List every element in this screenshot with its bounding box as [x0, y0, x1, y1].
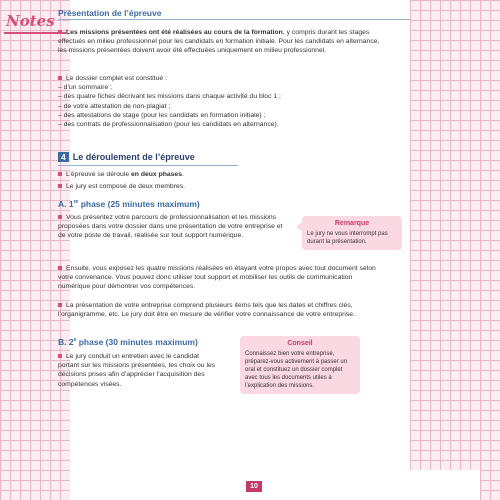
callout-pointer — [296, 222, 302, 232]
right-grid-margin — [410, 0, 500, 500]
phase-a-text-2: Ensuite, vous exposez les quatre missions réalisées en étayant votre propos avec tout document selon votre convenance. Vous pouvez donc utiliser tout support et mobiliser les outils de communication numérique pour démontrer vos compétences. — [58, 265, 376, 291]
phase-a-paragraph-2 — [58, 264, 386, 292]
page-number: 10 — [246, 481, 262, 492]
phase-b-text: Le jury conduit un entretien avec le candidat portant sur les missions présentées, les choix ou les décisions prises afin d’apprécier l’acquisition des compétences visées. — [58, 353, 216, 388]
bullet-icon — [58, 302, 66, 309]
conseil-title: Conseil — [287, 340, 313, 347]
bullet-icon — [58, 214, 66, 221]
dossier-item: – des quatre fiches décrivant les missions dans chaque activité du bloc 1 ; — [58, 93, 281, 101]
bullet-icon — [58, 171, 66, 178]
phase-a-text-1: Vous présentez votre parcours de professionnalisation et les missions proposées dans votre dossier dans une présentation de votre entreprise et de votre poste de travail, réalisée sur tout support numérique. — [58, 214, 283, 240]
dossier-item: – d’un sommaire ; — [58, 84, 113, 92]
remarque-callout — [302, 216, 402, 250]
remarque-text: Le jury ne vous interrompt pas durant la présentation. — [307, 231, 388, 245]
bullet-icon — [58, 353, 66, 360]
remarque-title: Remarque — [334, 220, 370, 227]
conseil-callout — [240, 336, 360, 394]
notes-label: Notes — [6, 12, 55, 30]
phase-b-suffix: phase (30 minutes maximum) — [76, 337, 198, 347]
phase-a-text-3: La présentation de votre entreprise comprend plusieurs items tels que les dates et chiffres clés, l’organigramme, etc. Le jury doit être en mesure de vérifier votre connaissance de votre entreprise. — [58, 302, 355, 319]
footer-strip — [140, 470, 480, 500]
header-rule — [58, 19, 410, 20]
jury-text: Le jury est composé de deux membres. — [66, 183, 186, 191]
dossier-intro: Le dossier complet est constitué : — [66, 75, 167, 82]
bullet-icon — [58, 265, 66, 272]
phase-b-paragraph — [58, 352, 220, 389]
phase-a-paragraph-1 — [58, 213, 290, 241]
bullet-icon — [58, 29, 66, 36]
phase-b-sup: e — [73, 337, 77, 344]
phase-b-heading — [58, 337, 198, 347]
phase-a-heading — [58, 199, 200, 209]
intro-paragraph-1 — [58, 28, 386, 56]
bullet-icon — [58, 75, 66, 82]
dossier-list — [58, 74, 386, 129]
phases-text: L’épreuve se déroule — [66, 171, 131, 178]
conseil-text: Connaissez bien votre entreprise, préparez-vous activement à passer un oral et constituez un dossier complet avec tous les documents utiles à l’explication des missions. — [245, 351, 348, 389]
dossier-item: – des attestations de stage (pour les candidats en formation initiale) ; — [58, 111, 266, 119]
section-number: 4 — [58, 152, 69, 162]
phases-end: . — [182, 171, 184, 178]
phase-a-paragraph-3 — [58, 301, 386, 319]
phase-b-prefix: B. 2 — [58, 337, 74, 347]
page-header-title: Présentation de l’épreuve — [58, 8, 162, 18]
dossier-item: – de votre attestation de non-plagiat ; — [58, 102, 171, 110]
bullet-icon — [58, 183, 66, 190]
intro-bold: Les missions présentées ont été réalisées au cours de la formation — [66, 29, 283, 36]
section-underline — [58, 165, 238, 166]
notes-underline — [4, 32, 66, 34]
intro-rest: , y compris durant les stages effectués en milieu professionnel pour les candidats en formation initiale. Pour les candidats en alternance, les missions présentées doivent avoir été effectuées uniquement en milieu professionnel. — [58, 29, 380, 55]
section-title: Le déroulement de l’épreuve — [72, 152, 195, 162]
phase-a-sup: re — [73, 199, 79, 206]
dossier-item: – des contrats de professionnalisation (pour les candidats en alternance). — [58, 121, 279, 129]
phase-a-suffix: phase (25 minutes maximum) — [78, 199, 200, 209]
section-intro — [58, 170, 386, 191]
phases-bold: en deux phases — [131, 171, 182, 178]
phase-a-prefix: A. 1 — [58, 199, 74, 209]
section-heading — [58, 152, 388, 162]
